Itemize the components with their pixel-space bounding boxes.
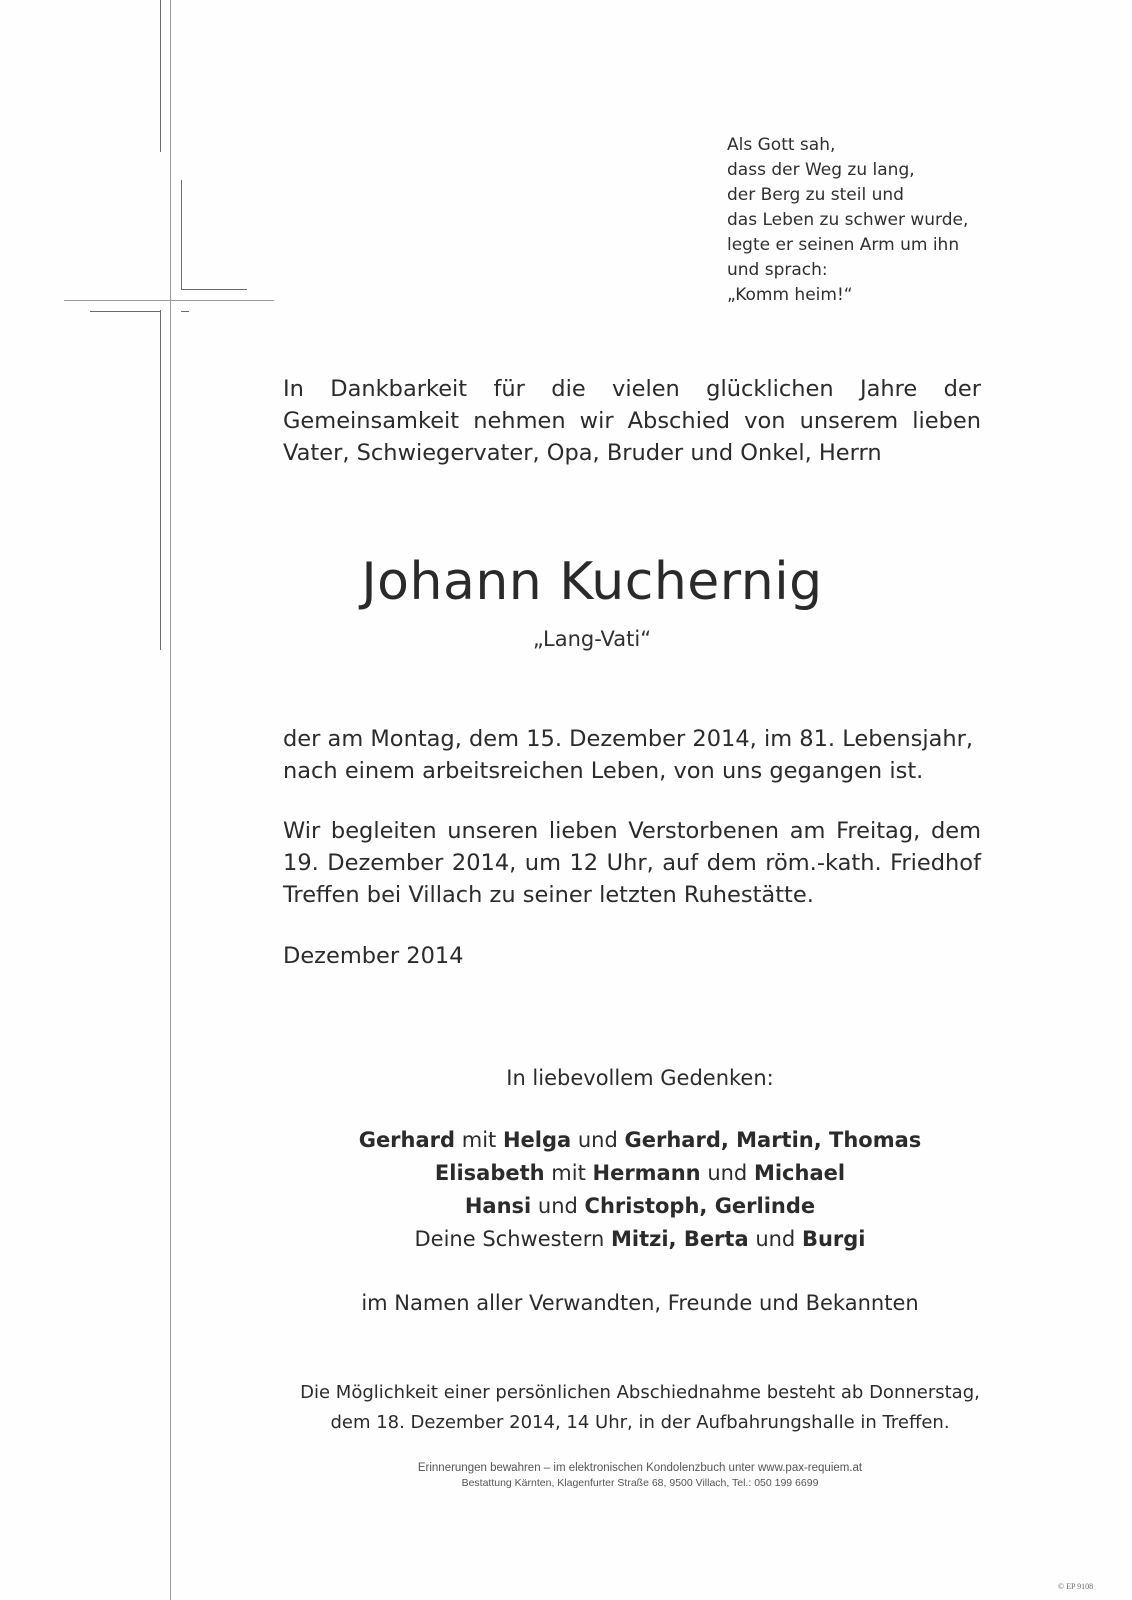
footer	[270, 1460, 1010, 1491]
funeral-line: Treffen bei Villach zu seiner letzten Ruhestätte.	[283, 882, 814, 908]
mourner-connector: und	[531, 1194, 585, 1218]
death-notice	[283, 723, 981, 787]
mourner-connector: und	[700, 1161, 754, 1185]
poem-line: Als Gott sah,	[727, 135, 836, 155]
mourners-row	[270, 1190, 1010, 1223]
mourner-connector: mit	[544, 1161, 593, 1185]
poem-line: legte er seinen Arm um ihn	[727, 235, 960, 255]
mourner-name: Michael	[753, 1161, 846, 1185]
poem	[727, 133, 968, 308]
mourner-name: Burgi	[801, 1227, 866, 1251]
mourner-name: Hansi	[464, 1194, 532, 1218]
mourners-row	[270, 1223, 1010, 1256]
intro-paragraph	[283, 373, 981, 469]
mourner-name: Gerhard	[358, 1128, 456, 1152]
mourners-row	[270, 1124, 1010, 1157]
viewing-line: dem 18. Dezember 2014, 14 Uhr, in der Aufbahrungshalle in Treffen.	[330, 1412, 950, 1433]
poem-line: der Berg zu steil und	[727, 185, 904, 205]
cross-bar-right-upper	[181, 289, 247, 290]
footer-address-line: Bestattung Kärnten, Klagenfurter Straße 68, 9500 Villach, Tel.: 050 199 6699	[461, 1477, 819, 1489]
poem-line: dass der Weg zu lang,	[727, 160, 915, 180]
mourner-name: Mitzi, Berta	[610, 1227, 749, 1251]
viewing-notice	[270, 1378, 1010, 1438]
mourner-name: Elisabeth	[434, 1161, 545, 1185]
mourner-name: Gerhard, Martin, Thomas	[624, 1128, 922, 1152]
funeral-line: 19. Dezember 2014, um 12 Uhr, auf dem röm.-kath. Friedhof	[283, 850, 981, 876]
intro-line: In Dankbarkeit für die vielen glücklichen Jahre der	[283, 376, 981, 402]
cross-line-right-upper	[181, 180, 182, 290]
intro-line: Gemeinsamkeit nehmen wir Abschied von unserem lieben	[283, 408, 981, 434]
notice-date-text: Dezember 2014	[283, 943, 464, 969]
funeral-notice	[283, 815, 981, 911]
mourner-connector: und	[748, 1227, 802, 1251]
page-fold-line	[170, 0, 171, 1600]
cross-line-left-top	[160, 0, 161, 152]
cross-bar-right-lower	[181, 311, 189, 312]
intro-line: Vater, Schwiegervater, Opa, Bruder und Onkel, Herrn	[283, 440, 882, 466]
death-notice-line: der am Montag, dem 15. Dezember 2014, im 81. Lebensjahr,	[283, 726, 974, 752]
cross-bar-left-lower	[90, 311, 160, 312]
footer-condolence-line: Erinnerungen bewahren – im elektronischen Kondolenzbuch unter www.pax-requiem.at	[417, 1462, 863, 1474]
print-code: © EP 9108	[1058, 1582, 1094, 1591]
poem-line: das Leben zu schwer wurde,	[727, 210, 969, 230]
poem-line: „Komm heim!“	[727, 285, 853, 305]
mourning-heading: In liebevollem Gedenken:	[506, 1066, 774, 1090]
poem-line: und sprach:	[727, 260, 828, 280]
funeral-line: Wir begleiten unseren lieben Verstorbenen am Freitag, dem	[283, 818, 981, 844]
mourner-name: Hermann	[592, 1161, 701, 1185]
mourners-row	[270, 1157, 1010, 1190]
deceased-nickname: „Lang-Vati“	[532, 627, 652, 651]
mourner-connector: mit	[455, 1128, 503, 1152]
mourner-connector: Deine Schwestern	[414, 1227, 611, 1251]
mourner-name: Helga	[502, 1128, 572, 1152]
viewing-line: Die Möglichkeit einer persönlichen Abschiednahme besteht ab Donnerstag,	[300, 1382, 980, 1403]
mourner-connector: und	[571, 1128, 625, 1152]
deceased-name: Johann Kuchernig	[361, 552, 823, 612]
mourner-name: Christoph, Gerlinde	[584, 1194, 816, 1218]
death-notice-line: nach einem arbeitsreichen Leben, von uns gegangen ist.	[283, 758, 924, 784]
relatives-line: im Namen aller Verwandten, Freunde und Bekannten	[361, 1291, 919, 1315]
mourners-list	[270, 1124, 1010, 1256]
cross-bar-center	[64, 300, 274, 301]
notice-date	[283, 940, 981, 972]
